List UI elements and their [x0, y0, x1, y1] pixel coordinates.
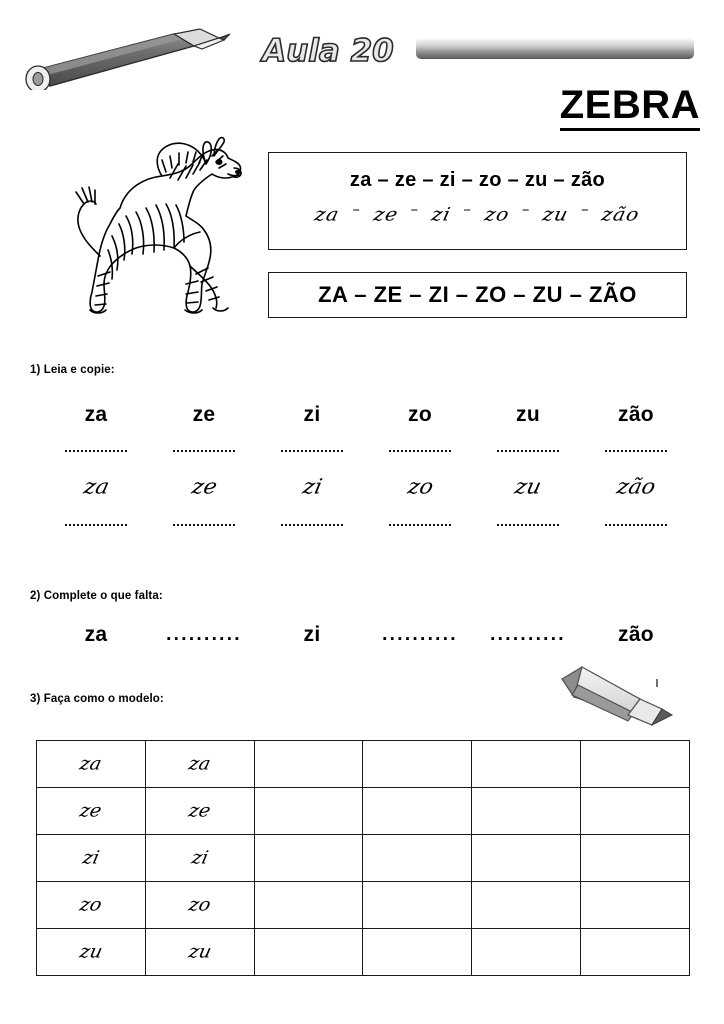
table-cell[interactable]: zo [37, 882, 146, 929]
writing-dotted-line[interactable] [366, 512, 474, 538]
syllables-lowercase-cursive [269, 200, 686, 226]
ex1-cursive-syllable: zão [614, 475, 658, 500]
table-cell[interactable] [254, 741, 363, 788]
ex1-print-syllable: zo [408, 403, 432, 426]
exercise-1-grid [42, 398, 690, 538]
ex2-blank[interactable]: .......... [166, 624, 242, 645]
cursive-syllable: ze [371, 202, 401, 226]
lesson-title [243, 27, 413, 73]
ex1-column [42, 398, 150, 538]
cursive-separator: – [463, 200, 472, 218]
writing-dotted-line[interactable] [366, 438, 474, 464]
table-cell[interactable]: zo [145, 882, 254, 929]
table-cell[interactable] [472, 835, 581, 882]
ex2-syllable: zi [303, 623, 321, 646]
ex1-column [582, 398, 690, 538]
cursive-separator: – [521, 200, 531, 218]
ex1-print-syllable: za [84, 403, 108, 426]
table-cell[interactable] [363, 835, 472, 882]
ex1-column [366, 398, 474, 538]
table-row [37, 741, 690, 788]
table-cell[interactable] [581, 788, 690, 835]
table-cell[interactable] [472, 882, 581, 929]
table-cell[interactable] [363, 741, 472, 788]
table-row [37, 929, 690, 976]
ex1-cursive-syllable: zo [405, 475, 436, 500]
cursive-syllable: zi [429, 202, 454, 226]
lesson-title-text: Aula 20 [262, 33, 394, 69]
table-cell[interactable] [581, 741, 690, 788]
pencil-icon [556, 655, 684, 733]
writing-dotted-line[interactable] [582, 512, 690, 538]
table-cell[interactable] [254, 929, 363, 976]
table-cell[interactable]: za [37, 741, 146, 788]
cursive-syllable: za [312, 202, 342, 226]
table-row [37, 882, 690, 929]
table-cell[interactable] [363, 929, 472, 976]
table-row [37, 788, 690, 835]
writing-dotted-line[interactable] [474, 512, 582, 538]
ex2-blank[interactable]: .......... [382, 624, 458, 645]
ex1-print-syllable: zu [516, 403, 540, 426]
ex1-column [258, 398, 366, 538]
table-cell[interactable] [363, 882, 472, 929]
page-title-text: ZEBRA [560, 83, 700, 131]
table-cell[interactable] [472, 788, 581, 835]
cursive-syllable: zo [482, 202, 512, 226]
cursive-separator: – [352, 200, 361, 218]
table-cell[interactable] [472, 741, 581, 788]
model-table [36, 740, 690, 976]
zebra-illustration [62, 116, 254, 322]
ex2-syllable: za [84, 623, 108, 646]
ex2-syllable: zão [618, 623, 654, 646]
cursive-syllable: zão [599, 202, 643, 226]
writing-dotted-line[interactable] [258, 438, 366, 464]
writing-dotted-line[interactable] [42, 438, 150, 464]
exercise-3-heading: 3) Faça como o modelo: [30, 693, 164, 705]
table-cell[interactable]: za [145, 741, 254, 788]
exercise-1-heading: 1) Leia e copie: [30, 364, 115, 376]
cursive-syllable: zu [540, 202, 571, 226]
ex1-column [474, 398, 582, 538]
table-row [37, 835, 690, 882]
table-cell[interactable] [581, 929, 690, 976]
table-cell[interactable] [254, 835, 363, 882]
ex1-print-syllable: ze [192, 403, 216, 426]
table-cell[interactable] [363, 788, 472, 835]
table-cell[interactable] [472, 929, 581, 976]
writing-dotted-line[interactable] [42, 512, 150, 538]
header-gradient-bar [416, 38, 694, 59]
writing-dotted-line[interactable] [258, 512, 366, 538]
table-cell[interactable]: zu [145, 929, 254, 976]
pencil-icon [14, 28, 236, 90]
syllables-lowercase-print: za – ze – zi – zo – zu – zão [349, 169, 606, 191]
syllable-box-lowercase [268, 152, 687, 250]
ex1-print-syllable: zi [303, 403, 321, 426]
table-cell[interactable] [254, 788, 363, 835]
ex1-cursive-syllable: ze [189, 475, 219, 500]
cursive-separator: – [581, 200, 590, 218]
writing-dotted-line[interactable] [150, 438, 258, 464]
table-cell[interactable] [581, 882, 690, 929]
ex2-blank[interactable]: .......... [490, 624, 566, 645]
ex1-print-syllable: zão [618, 403, 654, 426]
ex1-column [150, 398, 258, 538]
table-cell[interactable]: ze [145, 788, 254, 835]
ex1-cursive-syllable: zi [300, 475, 324, 500]
table-cell[interactable]: zi [145, 835, 254, 882]
ex1-cursive-syllable: zu [512, 475, 544, 500]
syllables-uppercase-print: ZA – ZE – ZI – ZO – ZU – ZÃO [318, 282, 637, 307]
table-cell[interactable]: zu [37, 929, 146, 976]
ex1-cursive-syllable: za [81, 475, 111, 500]
writing-dotted-line[interactable] [474, 438, 582, 464]
table-cell[interactable] [254, 882, 363, 929]
writing-dotted-line[interactable] [582, 438, 690, 464]
table-cell[interactable]: zi [37, 835, 146, 882]
cursive-separator: – [410, 200, 420, 218]
exercise-2-row [42, 618, 690, 652]
table-cell[interactable] [581, 835, 690, 882]
writing-dotted-line[interactable] [150, 512, 258, 538]
syllable-box-uppercase [268, 272, 687, 318]
table-cell[interactable]: ze [37, 788, 146, 835]
exercise-2-heading: 2) Complete o que falta: [30, 590, 163, 602]
